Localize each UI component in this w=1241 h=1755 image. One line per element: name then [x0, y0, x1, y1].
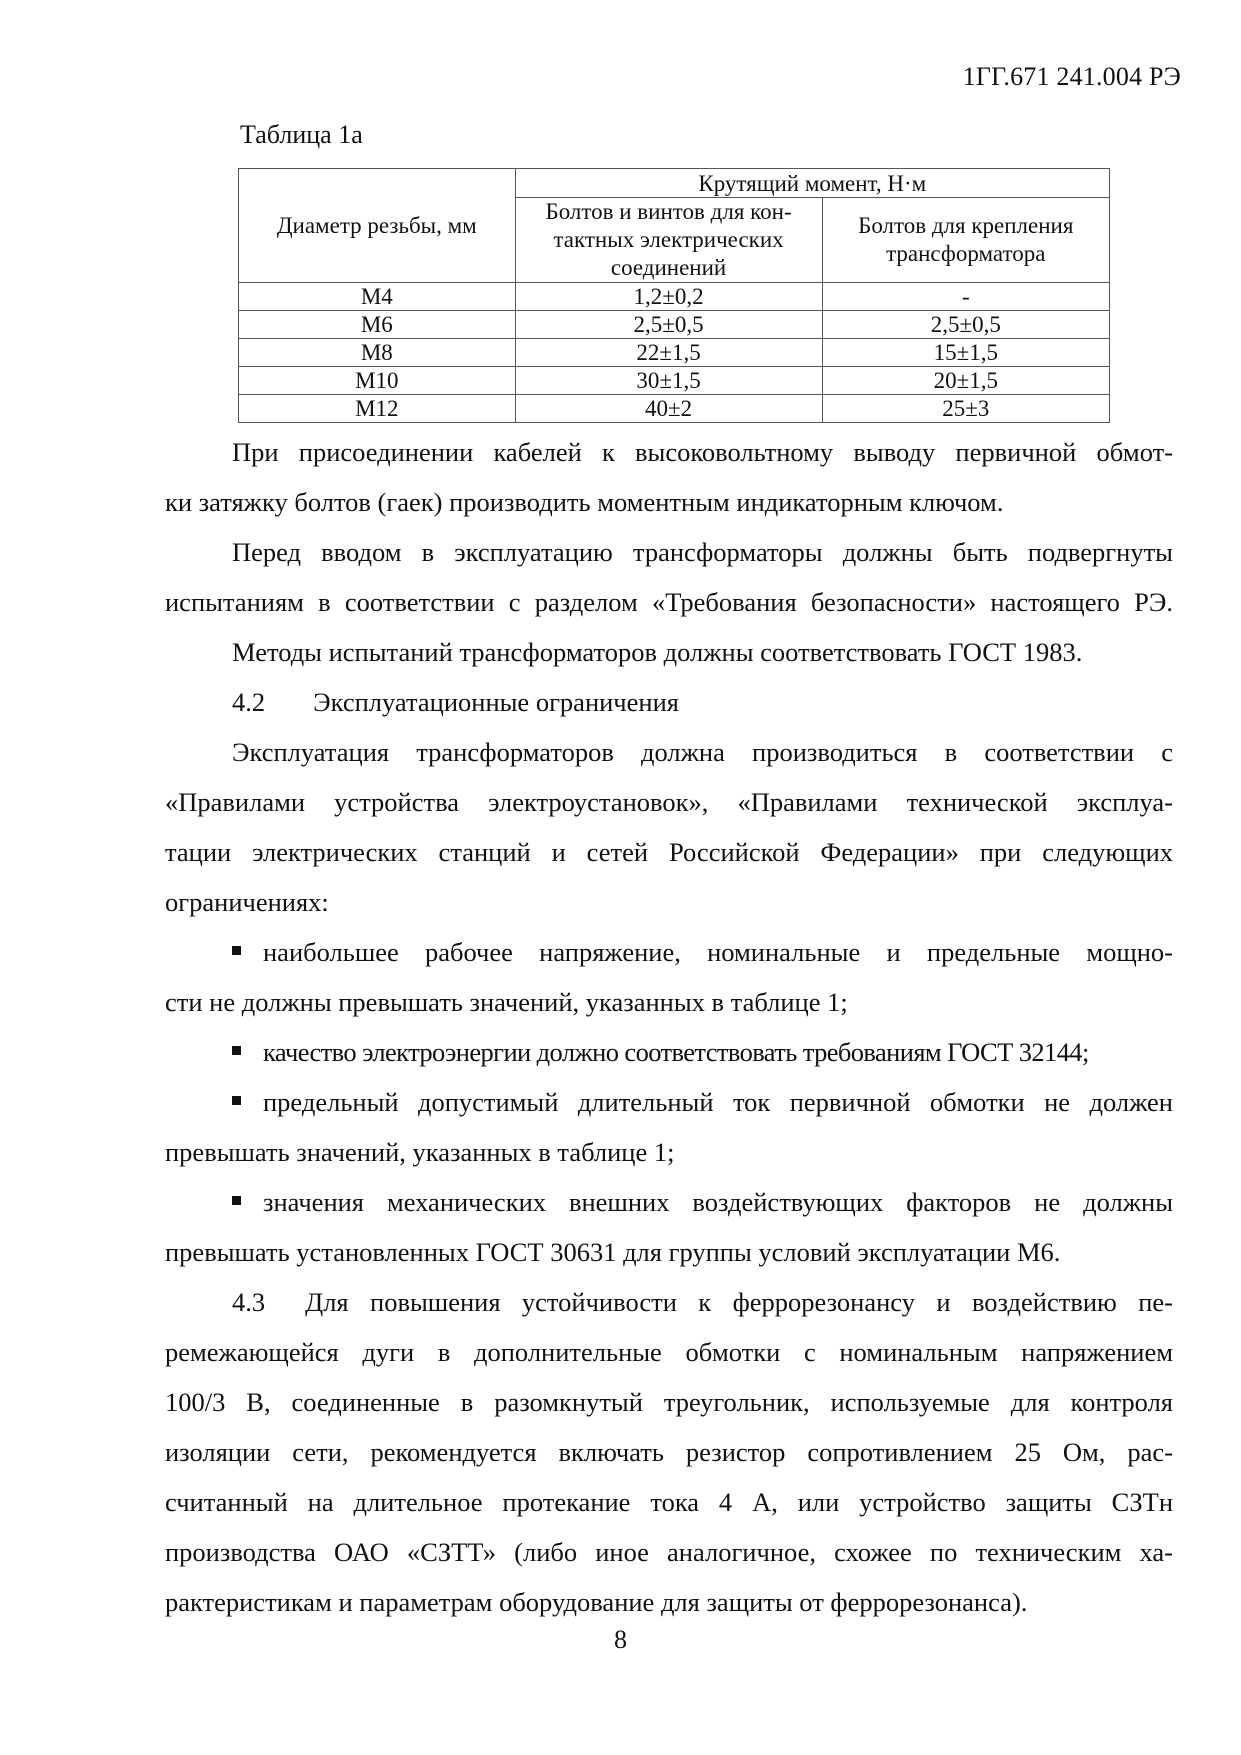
bullet-text: наибольшее рабочее напряжение, номинальные и предельные мощно-	[263, 937, 1173, 967]
paragraph-line: Эксплуатация трансформаторов должна производиться в соответствии с	[232, 737, 1173, 767]
cell-diameter: М10	[239, 367, 516, 395]
table-header-row	[239, 169, 1110, 198]
bullet-item	[232, 1037, 1173, 1068]
section-heading-4-2	[232, 687, 1240, 718]
bullet-item	[232, 1187, 1173, 1218]
paragraph-line: производства ОАО «СЗТТ» (либо иное аналогичное, схожее по техническим ха-	[165, 1537, 1173, 1567]
torque-table	[238, 168, 1110, 423]
header-contact-line: соединений	[610, 255, 727, 280]
cell-contact-torque: 2,5±0,5	[515, 311, 822, 339]
table-row	[239, 311, 1110, 339]
cell-diameter: М6	[239, 311, 516, 339]
paragraph-line: 100/3 В, соединенные в разомкнутый треугольник, используемые для контроля	[165, 1387, 1173, 1417]
header-contact-bolts	[515, 198, 822, 283]
header-torque-group: Крутящий момент, Н·м	[515, 169, 1109, 198]
paragraph-line: ки затяжку болтов (гаек) производить моментным индикаторным ключом.	[165, 487, 1004, 517]
header-thread-diameter: Диаметр резьбы, мм	[239, 169, 516, 283]
document-code: 1ГГ.671 241.004 РЭ	[962, 62, 1181, 91]
bullet-continuation: превышать значений, указанных в таблице 1;	[165, 1137, 675, 1167]
cell-contact-torque: 30±1,5	[515, 367, 822, 395]
paragraph-line: считанный на длительное протекание тока 4 А, или устройство защиты СЗТн	[165, 1487, 1173, 1517]
bullet-square-icon	[232, 946, 241, 955]
paragraph-line: тации электрических станций и сетей Российской Федерации» при следующих	[165, 837, 1173, 867]
section-number: 4.2	[232, 687, 266, 717]
paragraph-line: Перед вводом в эксплуатацию трансформаторы должны быть подвергнуты	[232, 537, 1173, 567]
cell-diameter: М4	[239, 283, 516, 311]
bullet-square-icon	[232, 1096, 241, 1105]
header-mount-line: Болтов для крепления	[858, 213, 1074, 238]
bullet-square-icon	[232, 1046, 241, 1055]
paragraph-line: «Правилами устройства электроустановок», «Правилами технической эксплуа-	[165, 787, 1173, 817]
cell-diameter: М12	[239, 395, 516, 423]
paragraph-line: ограничениях:	[165, 887, 329, 917]
table-row	[239, 367, 1110, 395]
paragraph-line: Методы испытаний трансформаторов должны соответствовать ГОСТ 1983.	[232, 637, 1083, 667]
section-title: Эксплуатационные ограничения	[313, 687, 679, 717]
header-mount-bolts	[822, 198, 1109, 283]
cell-mount-torque: -	[822, 283, 1109, 311]
bullet-text: качество электроэнергии должно соответствовать требованиям ГОСТ 32144;	[263, 1037, 1089, 1067]
header-contact-line: Болтов и винтов для кон-	[545, 199, 792, 224]
bullet-text: предельный допустимый длительный ток первичной обмотки не должен	[263, 1087, 1173, 1117]
cell-contact-torque: 40±2	[515, 395, 822, 423]
cell-mount-torque: 25±3	[822, 395, 1109, 423]
section-number: 4.3	[232, 1287, 266, 1317]
paragraph-text: Для повышения устойчивости к феррорезонансу и воздействию пе-	[305, 1287, 1173, 1317]
bullet-item	[232, 1087, 1173, 1118]
bullet-continuation: превышать установленных ГОСТ 30631 для группы условий эксплуатации М6.	[165, 1237, 1061, 1267]
section-4-3-first-line	[232, 1287, 1173, 1318]
paragraph-line: испытаниям в соответствии с разделом «Требования безопасности» настоящего РЭ.	[165, 587, 1173, 617]
bullet-square-icon	[232, 1196, 241, 1205]
cell-diameter: М8	[239, 339, 516, 367]
cell-contact-torque: 1,2±0,2	[515, 283, 822, 311]
paragraph-line: рактеристикам и параметрам оборудование для защиты от феррорезонанса).	[165, 1587, 1028, 1617]
header-contact-line: тактных электрических	[553, 227, 784, 252]
table-row	[239, 339, 1110, 367]
table-row	[239, 395, 1110, 423]
paragraph-line: изоляции сети, рекомендуется включать резистор сопротивлением 25 Ом, рас-	[165, 1437, 1173, 1467]
cell-mount-torque: 15±1,5	[822, 339, 1109, 367]
paragraph-line: ремежающейся дуги в дополнительные обмотки с номинальным напряжением	[165, 1337, 1173, 1367]
page-number: 8	[614, 1625, 627, 1654]
bullet-text: значения механических внешних воздействующих факторов не должны	[263, 1187, 1173, 1217]
bullet-item	[232, 937, 1173, 968]
header-mount-line: трансформатора	[886, 241, 1046, 266]
cell-contact-torque: 22±1,5	[515, 339, 822, 367]
bullet-continuation: сти не должны превышать значений, указанных в таблице 1;	[165, 987, 848, 1017]
table-row	[239, 283, 1110, 311]
cell-mount-torque: 20±1,5	[822, 367, 1109, 395]
cell-mount-torque: 2,5±0,5	[822, 311, 1109, 339]
table-caption: Таблица 1а	[240, 120, 363, 149]
paragraph-line: При присоединении кабелей к высоковольтному выводу первичной обмот-	[232, 437, 1173, 467]
